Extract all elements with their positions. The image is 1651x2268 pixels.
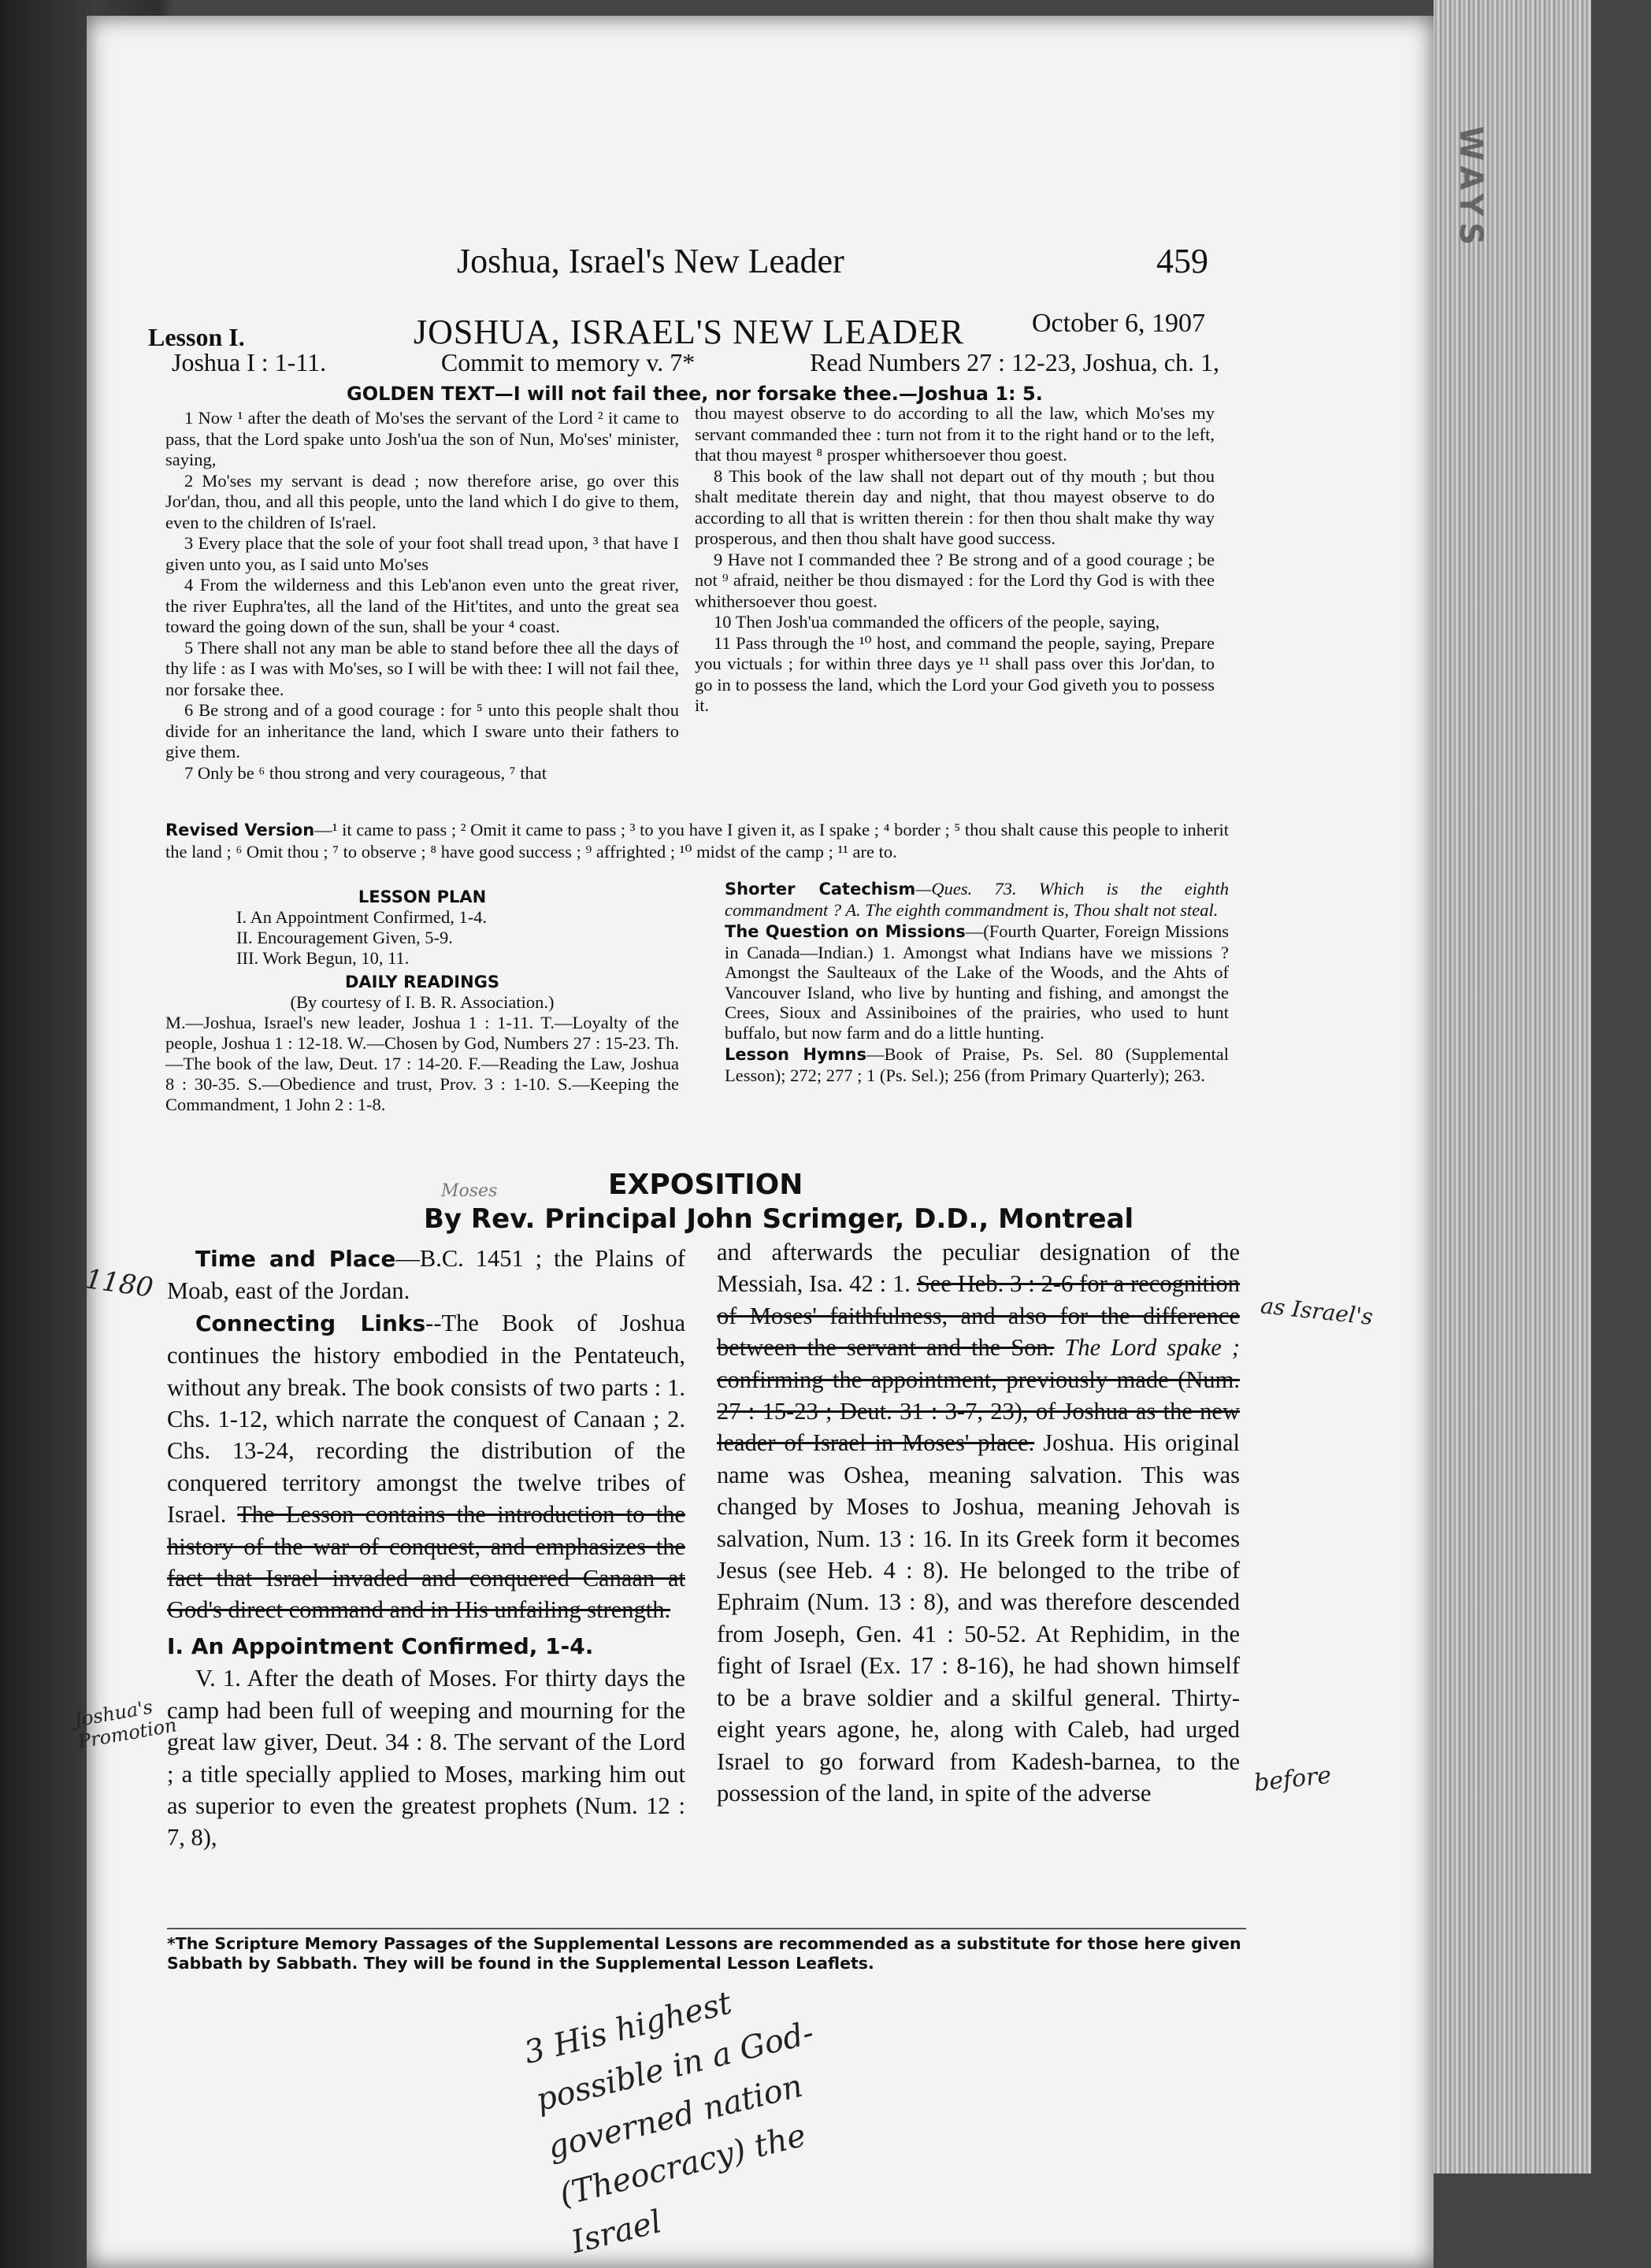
daily-readings-heading: DAILY READINGS — [344, 973, 500, 991]
spine-lettering: WAYS — [1453, 126, 1489, 252]
verse: 10 Then Josh'ua commanded the officers of the people, saying, — [714, 612, 1160, 632]
plan-item: III. Work Begun, 10, 11. — [236, 948, 410, 968]
read-note: Read Numbers 27 : 12-23, Joshua, ch. 1, — [810, 348, 1219, 376]
verse: thou mayest observe to do according to all the law, which Mo'ses my servant commanded thee : turn not from it to the right hand or to the left, that thou mayest ⁸ prosper whithersoever thou goest. — [695, 403, 1215, 465]
exposition-right-column — [717, 1236, 1240, 1809]
connecting-links — [167, 1307, 685, 1626]
verse: 4 From the wilderness and this Leb'anon even unto the great river, the river Euphra'tes, all the land of the Hit'tites, and unto the great sea toward the going down of the sun, shall be your ⁴ coast. — [165, 575, 679, 636]
handwritten-bottom-note: 3 His highest possible in a God-governed nation (Theocracy) the Israel — [520, 1984, 818, 2261]
lord-spake: The Lord spake ; — [1064, 1334, 1240, 1362]
connecting-struck: The Lesson contains the introduction to the history of the war of conquest, and emphasizes the fact that Israel invaded and conquered Canaan at God's direct command and in His unfailing strength. — [167, 1501, 685, 1624]
page-number: 459 — [1156, 242, 1208, 280]
verse: 6 Be strong and of a good courage : for ⁵ unto this people shalt thou divide for an inheritance the land, which I sware unto their fathers to give them. — [165, 700, 679, 762]
joshua-note: Joshua. His original name was Oshea, meaning salvation. This was changed by Moses to Joshua, meaning Jehovah is salvation, Num. 13 : 16. In its Greek form it becomes Jesus (see Heb. 4 : 8). He belonged to the tribe of Ephraim (Num. 13 : 8), and was therefore descended from Joseph, Gen. 41 : 50-52. At Rephidim, in the fight of Israel (Ex. 17 : 8-16), he had shown himself to be a brave soldier and a skilful general. Thirty-eight years agone, he, along with Caleb, had urged Israel to go forward from Kadesh-barnea, to the possession of the land, in spite of the adverse — [717, 1429, 1240, 1807]
handwritten-before: before — [1252, 1761, 1333, 1798]
catechism-text: —Ques. 73. Which is the eighth commandment ? A. The eighth commandment is, Thou shalt not steal. — [725, 879, 1229, 920]
catechism-label: Shorter Catechism — [725, 880, 916, 899]
hymns-text: —Book of Praise, Ps. Sel. 80 (Supplemental Lesson); 272; 277 ; 1 (Ps. Sel.); 256 (from Primary Quarterly); 263. — [725, 1044, 1229, 1085]
verse: 1 Now ¹ after the death of Mo'ses the servant of the Lord ² it came to pass, that the Lord spake unto Josh'ua the son of Nun, Mo'ses' minister, saying, — [165, 408, 679, 469]
golden-text: GOLDEN TEXT—I will not fail thee, nor forsake thee.—Joshua 1: 5. — [347, 383, 1043, 405]
messiah-note: and afterwards the peculiar designation of the Messiah, Isa. 42 : 1. — [717, 1239, 1240, 1298]
revised-text: —¹ it came to pass ; ² Omit it came to pass ; ³ to you have I given it, as I spake ; ⁴ border ; ⁵ thou shalt cause this people to inherit the land ; ⁶ Omit thou ; ⁷ to observe ; ⁸ have good success ; ⁹ affrighted ; ¹⁰ midst of the camp ; ¹¹ are to. — [165, 820, 1229, 862]
lesson-plan-block — [165, 887, 679, 1115]
revised-version — [165, 819, 1229, 862]
missions-text: —(Fourth Quarter, Foreign Missions in Canada—Indian.) 1. Amongst what Indians have we missions ? Amongst the Saulteaux of the Lake of the Woods, and the Ahts of Vancouver Island, who live by hunting and fishing, and amongst the Crees, Sioux and Assiniboines of the prairies, who used to hunt buffalo, but now farm and do a little hunting. — [725, 921, 1229, 1043]
hymns — [725, 1044, 1229, 1085]
lesson-reference: Joshua I : 1-11. — [172, 348, 327, 376]
daily-readings-text: M.—Joshua, Israel's new leader, Joshua 1 : 1-11. T.—Loyalty of the people, Joshua 1 : 12-18. W.—Chosen by God, Numbers 27 : 15-23. Th.—The book of the law, Deut. 17 : 14-20. F.—Reading the Law, Joshua 8 : 30-35. S.—Obedience and trust, Prov. 3 : 1-10. S.—Keeping the Commandment, 1 John 2 : 1-8. — [165, 1013, 679, 1114]
verse: 8 This book of the law shall not depart out of thy mouth ; but thou shalt meditate therein day and night, that thou mayest observe to do according to all that is written therein : for then thou shalt make thy way prosperous, and then thou shalt have good success. — [695, 465, 1215, 548]
section-heading: I. An Appointment Confirmed, 1-4. — [167, 1632, 594, 1659]
revised-label: Revised Version — [165, 821, 315, 839]
struck-hebrews-note: See Heb. 3 : 2-6 for a recognition of Moses' faithfulness, and also for the difference between the servant and the Son. — [717, 1270, 1240, 1362]
running-head: Joshua, Israel's New Leader — [457, 242, 844, 280]
lesson-label: Lesson I. — [148, 323, 245, 351]
plan-item: I. An Appointment Confirmed, 1-4. — [236, 907, 488, 927]
footnote-rule — [167, 1928, 1246, 1929]
missions-label: The Question on Missions — [725, 922, 966, 941]
catechism-missions-block — [725, 879, 1229, 1087]
daily-readings-courtesy: (By courtesy of I. B. R. Association.) — [290, 992, 555, 1012]
handwritten-joshuas-promotion: Joshua's Promotion — [72, 1695, 179, 1753]
exposition-left-column — [167, 1243, 685, 1854]
verse-1-note: V. 1. After the death of Moses. For thirty days the camp had been full of weeping and mourning for the great law giver, Deut. 34 : 8. The servant of the Lord ; a title specially applied to Moses, marking him out as superior to even the greatest prophets (Num. 12 : 7, 8), — [167, 1665, 685, 1851]
lesson-date: October 6, 1907 — [1032, 309, 1206, 338]
exposition-heading: EXPOSITION — [608, 1169, 803, 1201]
verse: 9 Have not I commanded thee ? Be strong and of a good courage ; be not ⁹ afraid, neither be thou dismayed : for the Lord thy God is with thee whithersoever thou goest. — [695, 549, 1215, 611]
exposition-paragraph — [717, 1236, 1240, 1809]
verse: 11 Pass through the ¹⁰ host, and command the people, saying, Prepare you victuals ; for within three days ye ¹¹ shall pass over this Jor'dan, to go in to possess the land, which the Lord your God giveth you to possess it. — [695, 632, 1215, 715]
footnote: *The Scripture Memory Passages of the Supplemental Lessons are recommended as a substitute for those here given Sabbath by Sabbath. They will be found in the Supplemental Lesson Leaflets. — [167, 1934, 1241, 1973]
byline: By Rev. Principal John Scrimger, D.D., Montreal — [424, 1203, 1134, 1235]
catechism — [725, 879, 1229, 920]
missions — [725, 921, 1229, 1043]
handwritten-as-israels: as Israel's — [1259, 1292, 1375, 1330]
lesson-plan-heading: LESSON PLAN — [358, 888, 487, 906]
time-label: Time and Place — [195, 1246, 396, 1272]
connecting-label: Connecting Links — [195, 1310, 426, 1336]
handwritten-moses: Moses — [441, 1181, 498, 1201]
scripture-left-column — [165, 408, 679, 784]
verse: 7 Only be ⁶ thou strong and very courageous, ⁷ that — [184, 762, 547, 783]
connecting-text: --The Book of Joshua continues the history embodied in the Pentateuch, without any break. The book consists of two parts : 1. Chs. 1-12, which narrate the conquest of Canaan ; 2. Chs. 13-24, recording the distribution of the conquered territory amongst the twelve tribes of Israel. — [167, 1309, 685, 1529]
verse: 3 Every place that the sole of your foot shall tread upon, ³ that have I given unto you, as I said unto Mo'ses — [165, 533, 679, 574]
time-and-place — [167, 1243, 685, 1307]
memory-note: Commit to memory v. 7* — [440, 348, 696, 376]
time-text: —B.C. 1451 ; the Plains of Moab, east of the Jordan. — [167, 1245, 685, 1305]
verse: 2 Mo'ses my servant is dead ; now therefore arise, go over this Jor'dan, thou, and all this people, unto the land which I do give to them, even to the children of Is'rael. — [165, 470, 679, 532]
struck-confirming-note: confirming the appointment, previously made (Num. 27 : 15-23 ; Deut. 31 : 3-7, 23), of Joshua as the new leader of Israel in Moses' place. — [717, 1366, 1240, 1457]
scripture-right-column — [695, 403, 1215, 717]
plan-item: II. Encouragement Given, 5-9. — [236, 928, 453, 947]
lesson-reference-line — [172, 348, 1219, 377]
verse: 5 There shall not any man be able to stand before thee all the days of thy life : as I was with Mo'ses, so I will be with thee: I will not fail thee, nor forsake thee. — [165, 637, 679, 699]
lesson-title: JOSHUA, ISRAEL'S NEW LEADER — [414, 313, 965, 351]
hymns-label: Lesson Hymns — [725, 1045, 867, 1064]
handwritten-1180: 1180 — [83, 1263, 155, 1304]
